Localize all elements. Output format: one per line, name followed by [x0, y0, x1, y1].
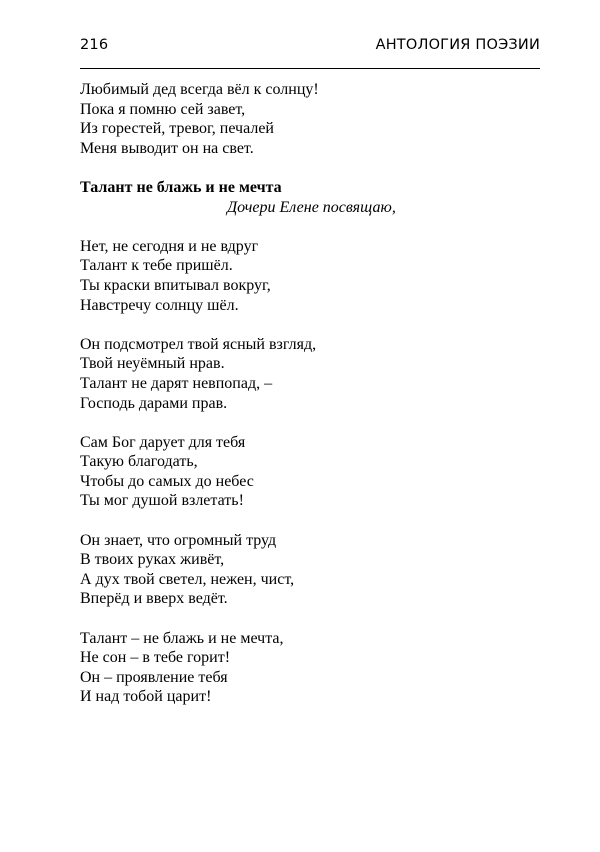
verse-line: Он – проявление тебя — [80, 668, 228, 686]
verse-line: Талант к тебе пришёл. — [80, 257, 233, 275]
verse-line: Вперёд и вверх ведёт. — [80, 590, 228, 608]
verse-line: Талант – не блажь и не мечта, — [80, 629, 284, 647]
verse-line: Меня выводит он на свет. — [80, 139, 254, 157]
verse-line: Талант не дарят невпопад, – — [80, 374, 273, 392]
verse-line: В твоих руках живёт, — [80, 551, 225, 569]
verse-line: Твой неуёмный нрав. — [80, 355, 225, 373]
page-header — [80, 37, 540, 59]
verse-line: Из горестей, тревог, печалей — [80, 120, 274, 138]
stanza — [80, 629, 540, 707]
verse-line: А дух твой светел, нежен, чист, — [80, 570, 295, 588]
verse-line: Не сон – в тебе горит! — [80, 649, 231, 667]
verse-line: Чтобы до самых до небес — [80, 472, 254, 490]
previous-poem-stanza — [80, 80, 540, 158]
verse-line: Он подсмотрел твой ясный взгляд, — [80, 335, 317, 353]
verse-line: Пока я помню сей завет, — [80, 100, 246, 118]
page-number: 216 — [80, 37, 109, 53]
running-title: АНТОЛОГИЯ ПОЭЗИИ — [375, 37, 540, 53]
verse-line: Такую благодать, — [80, 453, 198, 471]
verse-line: Господь дарами прав. — [80, 394, 228, 412]
stanza — [80, 335, 540, 413]
verse-line: Он знает, что огромный труд — [80, 531, 277, 549]
verse-line: И над тобой царит! — [80, 688, 212, 706]
verse-line: Нет, не сегодня и не вдруг — [80, 237, 259, 255]
verse-line: Ты краски впитывал вокруг, — [80, 276, 271, 294]
stanza — [80, 237, 540, 315]
page-body — [80, 80, 540, 727]
verse-line: Навстречу солнцу шёл. — [80, 296, 239, 314]
verse-line: Любимый дед всегда вёл к солнцу! — [80, 81, 319, 98]
header-rule — [80, 68, 540, 69]
poem-title: Талант не блажь и не мечта — [80, 178, 282, 196]
stanza — [80, 531, 540, 609]
poem-dedication: Дочери Елене посвящаю, — [227, 198, 396, 216]
verse-line: Сам Бог дарует для тебя — [80, 433, 246, 451]
verse-line: Ты мог душой взлетать! — [80, 492, 244, 510]
stanza — [80, 433, 540, 511]
